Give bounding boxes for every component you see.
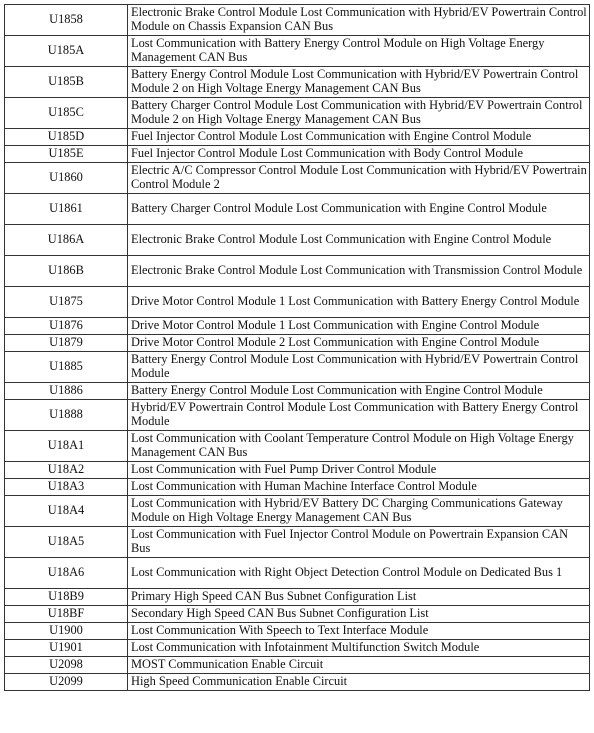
dtc-code-cell: U186B	[5, 256, 128, 287]
dtc-description-cell: High Speed Communication Enable Circuit	[128, 674, 590, 691]
table-row	[5, 318, 590, 335]
dtc-description-cell: Lost Communication with Infotainment Multifunction Switch Module	[128, 640, 590, 657]
dtc-description-cell: Drive Motor Control Module 1 Lost Communication with Battery Energy Control Module	[128, 287, 590, 318]
dtc-code-cell: U18A6	[5, 558, 128, 589]
dtc-code-cell: U18A1	[5, 431, 128, 462]
dtc-description-cell: Lost Communication with Hybrid/EV Battery DC Charging Communications Gateway Module on High Voltage Energy Management CAN Bus	[128, 496, 590, 527]
table-row	[5, 479, 590, 496]
dtc-code-cell: U18B9	[5, 589, 128, 606]
dtc-description-cell: Primary High Speed CAN Bus Subnet Configuration List	[128, 589, 590, 606]
dtc-code-cell: U2098	[5, 657, 128, 674]
dtc-description-cell: Battery Charger Control Module Lost Communication with Hybrid/EV Powertrain Control Module 2 on High Voltage Energy Management CAN Bus	[128, 98, 590, 129]
dtc-table-body	[5, 5, 590, 691]
dtc-description-cell: Lost Communication with Coolant Temperature Control Module on High Voltage Energy Management CAN Bus	[128, 431, 590, 462]
dtc-description-cell: Electronic Brake Control Module Lost Communication with Hybrid/EV Powertrain Control Module on Chassis Expansion CAN Bus	[128, 5, 590, 36]
dtc-description-cell: Battery Energy Control Module Lost Communication with Hybrid/EV Powertrain Control Module 2 on High Voltage Energy Management CAN Bus	[128, 67, 590, 98]
table-row	[5, 5, 590, 36]
dtc-code-cell: U2099	[5, 674, 128, 691]
table-row	[5, 352, 590, 383]
table-row	[5, 163, 590, 194]
dtc-description-cell: Lost Communication with Fuel Pump Driver Control Module	[128, 462, 590, 479]
dtc-description-cell: Lost Communication with Fuel Injector Control Module on Powertrain Expansion CAN Bus	[128, 527, 590, 558]
dtc-code-cell: U1901	[5, 640, 128, 657]
dtc-code-cell: U1876	[5, 318, 128, 335]
dtc-code-cell: U1879	[5, 335, 128, 352]
table-row	[5, 36, 590, 67]
dtc-description-cell: Electric A/C Compressor Control Module Lost Communication with Hybrid/EV Powertrain Control Module 2	[128, 163, 590, 194]
dtc-code-cell: U1858	[5, 5, 128, 36]
table-row	[5, 335, 590, 352]
table-row	[5, 589, 590, 606]
dtc-code-cell: U185B	[5, 67, 128, 98]
table-row	[5, 256, 590, 287]
table-row	[5, 462, 590, 479]
dtc-description-cell: Lost Communication With Speech to Text Interface Module	[128, 623, 590, 640]
dtc-description-cell: Drive Motor Control Module 2 Lost Communication with Engine Control Module	[128, 335, 590, 352]
table-row	[5, 225, 590, 256]
dtc-description-cell: Drive Motor Control Module 1 Lost Communication with Engine Control Module	[128, 318, 590, 335]
dtc-table	[4, 4, 590, 691]
table-row	[5, 496, 590, 527]
dtc-code-cell: U186A	[5, 225, 128, 256]
dtc-description-cell: MOST Communication Enable Circuit	[128, 657, 590, 674]
dtc-code-cell: U1861	[5, 194, 128, 225]
dtc-code-cell: U185E	[5, 146, 128, 163]
table-row	[5, 623, 590, 640]
dtc-code-cell: U1900	[5, 623, 128, 640]
table-row	[5, 146, 590, 163]
dtc-code-cell: U18A4	[5, 496, 128, 527]
dtc-description-cell: Fuel Injector Control Module Lost Communication with Body Control Module	[128, 146, 590, 163]
dtc-description-cell: Lost Communication with Human Machine Interface Control Module	[128, 479, 590, 496]
dtc-description-cell: Battery Charger Control Module Lost Communication with Engine Control Module	[128, 194, 590, 225]
dtc-code-cell: U18A3	[5, 479, 128, 496]
dtc-code-cell: U18A5	[5, 527, 128, 558]
dtc-description-cell: Electronic Brake Control Module Lost Communication with Engine Control Module	[128, 225, 590, 256]
dtc-code-cell: U1886	[5, 383, 128, 400]
dtc-description-cell: Lost Communication with Right Object Detection Control Module on Dedicated Bus 1	[128, 558, 590, 589]
dtc-code-cell: U1860	[5, 163, 128, 194]
dtc-description-cell: Hybrid/EV Powertrain Control Module Lost Communication with Battery Energy Control Module	[128, 400, 590, 431]
table-row	[5, 383, 590, 400]
dtc-description-cell: Secondary High Speed CAN Bus Subnet Configuration List	[128, 606, 590, 623]
dtc-code-cell: U185A	[5, 36, 128, 67]
dtc-code-cell: U18BF	[5, 606, 128, 623]
table-row	[5, 527, 590, 558]
table-row	[5, 657, 590, 674]
dtc-description-cell: Fuel Injector Control Module Lost Communication with Engine Control Module	[128, 129, 590, 146]
table-row	[5, 129, 590, 146]
table-row	[5, 640, 590, 657]
dtc-code-cell: U185D	[5, 129, 128, 146]
table-row	[5, 674, 590, 691]
dtc-code-cell: U18A2	[5, 462, 128, 479]
dtc-description-cell: Electronic Brake Control Module Lost Communication with Transmission Control Module	[128, 256, 590, 287]
table-row	[5, 558, 590, 589]
dtc-description-cell: Lost Communication with Battery Energy Control Module on High Voltage Energy Management CAN Bus	[128, 36, 590, 67]
table-row	[5, 431, 590, 462]
dtc-description-cell: Battery Energy Control Module Lost Communication with Engine Control Module	[128, 383, 590, 400]
table-row	[5, 606, 590, 623]
table-row	[5, 287, 590, 318]
table-row	[5, 67, 590, 98]
dtc-code-cell: U1885	[5, 352, 128, 383]
dtc-code-cell: U185C	[5, 98, 128, 129]
table-row	[5, 400, 590, 431]
table-row	[5, 194, 590, 225]
table-row	[5, 98, 590, 129]
dtc-description-cell: Battery Energy Control Module Lost Communication with Hybrid/EV Powertrain Control Module	[128, 352, 590, 383]
dtc-code-cell: U1888	[5, 400, 128, 431]
dtc-code-cell: U1875	[5, 287, 128, 318]
